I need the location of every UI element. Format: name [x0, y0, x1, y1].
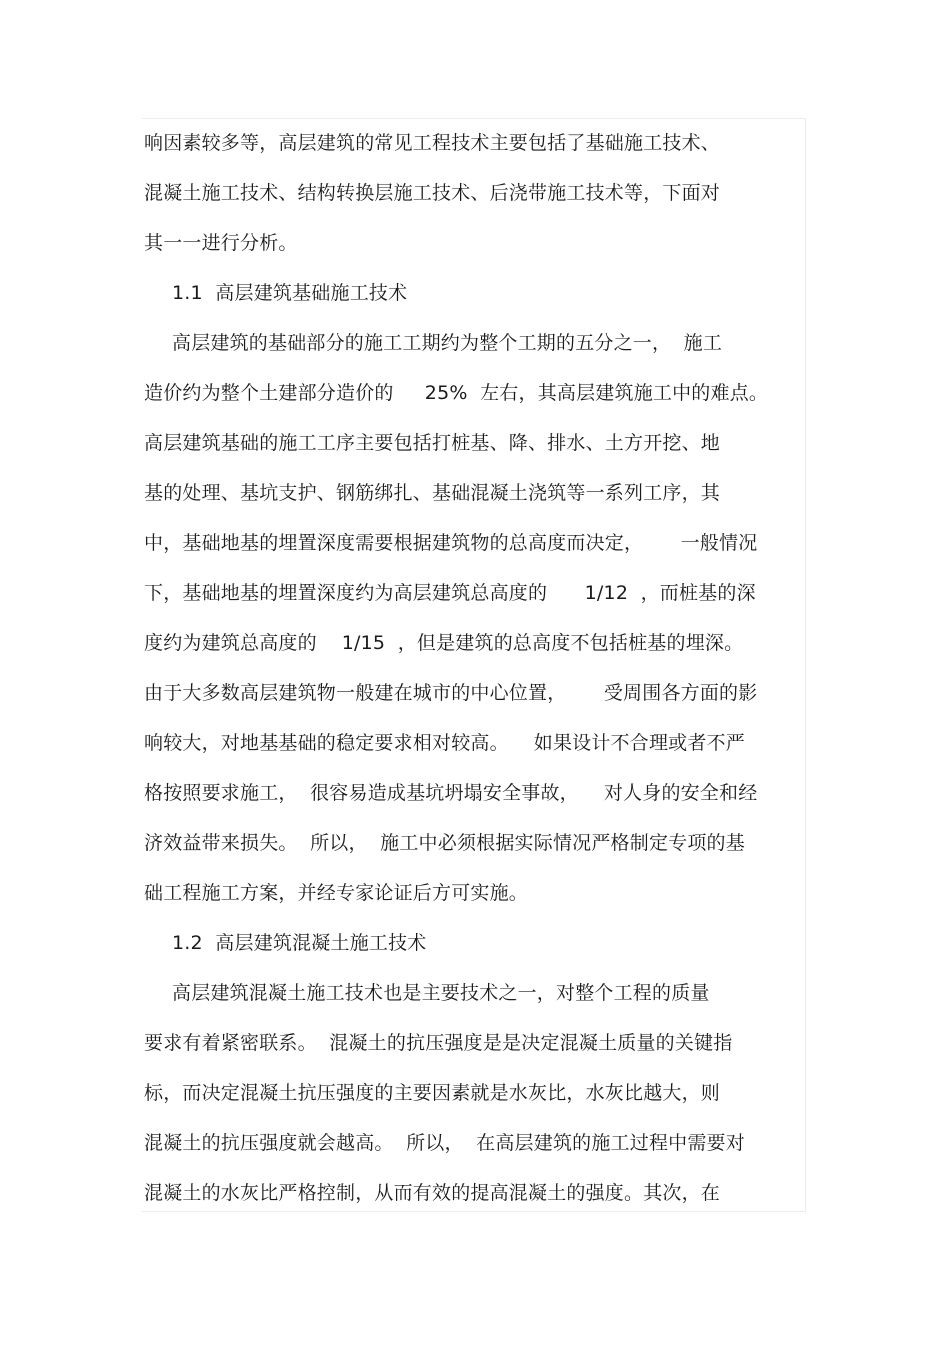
- text-line: 响因素较多等，高层建筑的常见工程技术主要包括了基础施工技术、: [144, 132, 721, 154]
- text-line: 由于大多数高层建筑物一般建在城市的中心位置， 受周围各方面的影: [144, 682, 758, 704]
- section-heading-1-2: 1.2 高层建筑混凝土施工技术: [172, 932, 427, 954]
- document-body: [144, 118, 806, 1218]
- text-line: 响较大，对地基基础的稳定要求相对较高。 如果设计不合理或者不严: [144, 732, 745, 754]
- section-heading-1-1: 1.1 高层建筑基础施工技术: [172, 282, 408, 304]
- text-line: 要求有着紧密联系。 混凝土的抗压强度是是决定混凝土质量的关键指: [144, 1032, 733, 1054]
- text-line: 基的处理、基坑支护、钢筋绑扎、基础混凝土浇筑等一系列工序，其: [144, 482, 721, 504]
- text-line: 度约为建筑总高度的 1/15 ，但是建筑的总高度不包括桩基的埋深。: [144, 632, 744, 654]
- text-line: 混凝土施工技术、结构转换层施工技术、后浇带施工技术等，下面对: [144, 182, 721, 204]
- text-line: 混凝土的抗压强度就会越高。 所以， 在高层建筑的施工过程中需要对: [144, 1132, 745, 1154]
- text-line: 其一一进行分析。: [144, 232, 298, 254]
- text-line: 混凝土的水灰比严格控制，从而有效的提高混凝土的强度。其次，在: [144, 1182, 721, 1204]
- text-line: 标，而决定混凝土抗压强度的主要因素就是水灰比，水灰比越大，则: [144, 1082, 721, 1104]
- text-line: 格按照要求施工， 很容易造成基坑坍塌安全事故， 对人身的安全和经: [144, 782, 758, 804]
- text-line: 济效益带来损失。 所以， 施工中必须根据实际情况严格制定专项的基: [144, 832, 745, 854]
- text-line: 高层建筑基础的施工工序主要包括打桩基、降、排水、土方开挖、地: [144, 432, 721, 454]
- text-line: 高层建筑混凝土施工技术也是主要技术之一，对整个工程的质量: [172, 982, 710, 1004]
- text-line: 下，基础地基的埋置深度约为高层建筑总高度的 1/12 ，而桩基的深: [144, 582, 756, 604]
- text-line: 造价约为整个土建部分造价的 25% 左右，其高层建筑施工中的难点。: [144, 382, 769, 404]
- text-line: 中，基础地基的埋置深度需要根据建筑物的总高度而决定， 一般情况: [144, 532, 758, 554]
- text-line: 础工程施工方案，并经专家论证后方可实施。: [144, 882, 529, 904]
- text-line: 高层建筑的基础部分的施工工期约为整个工期的五分之一， 施工: [172, 332, 723, 354]
